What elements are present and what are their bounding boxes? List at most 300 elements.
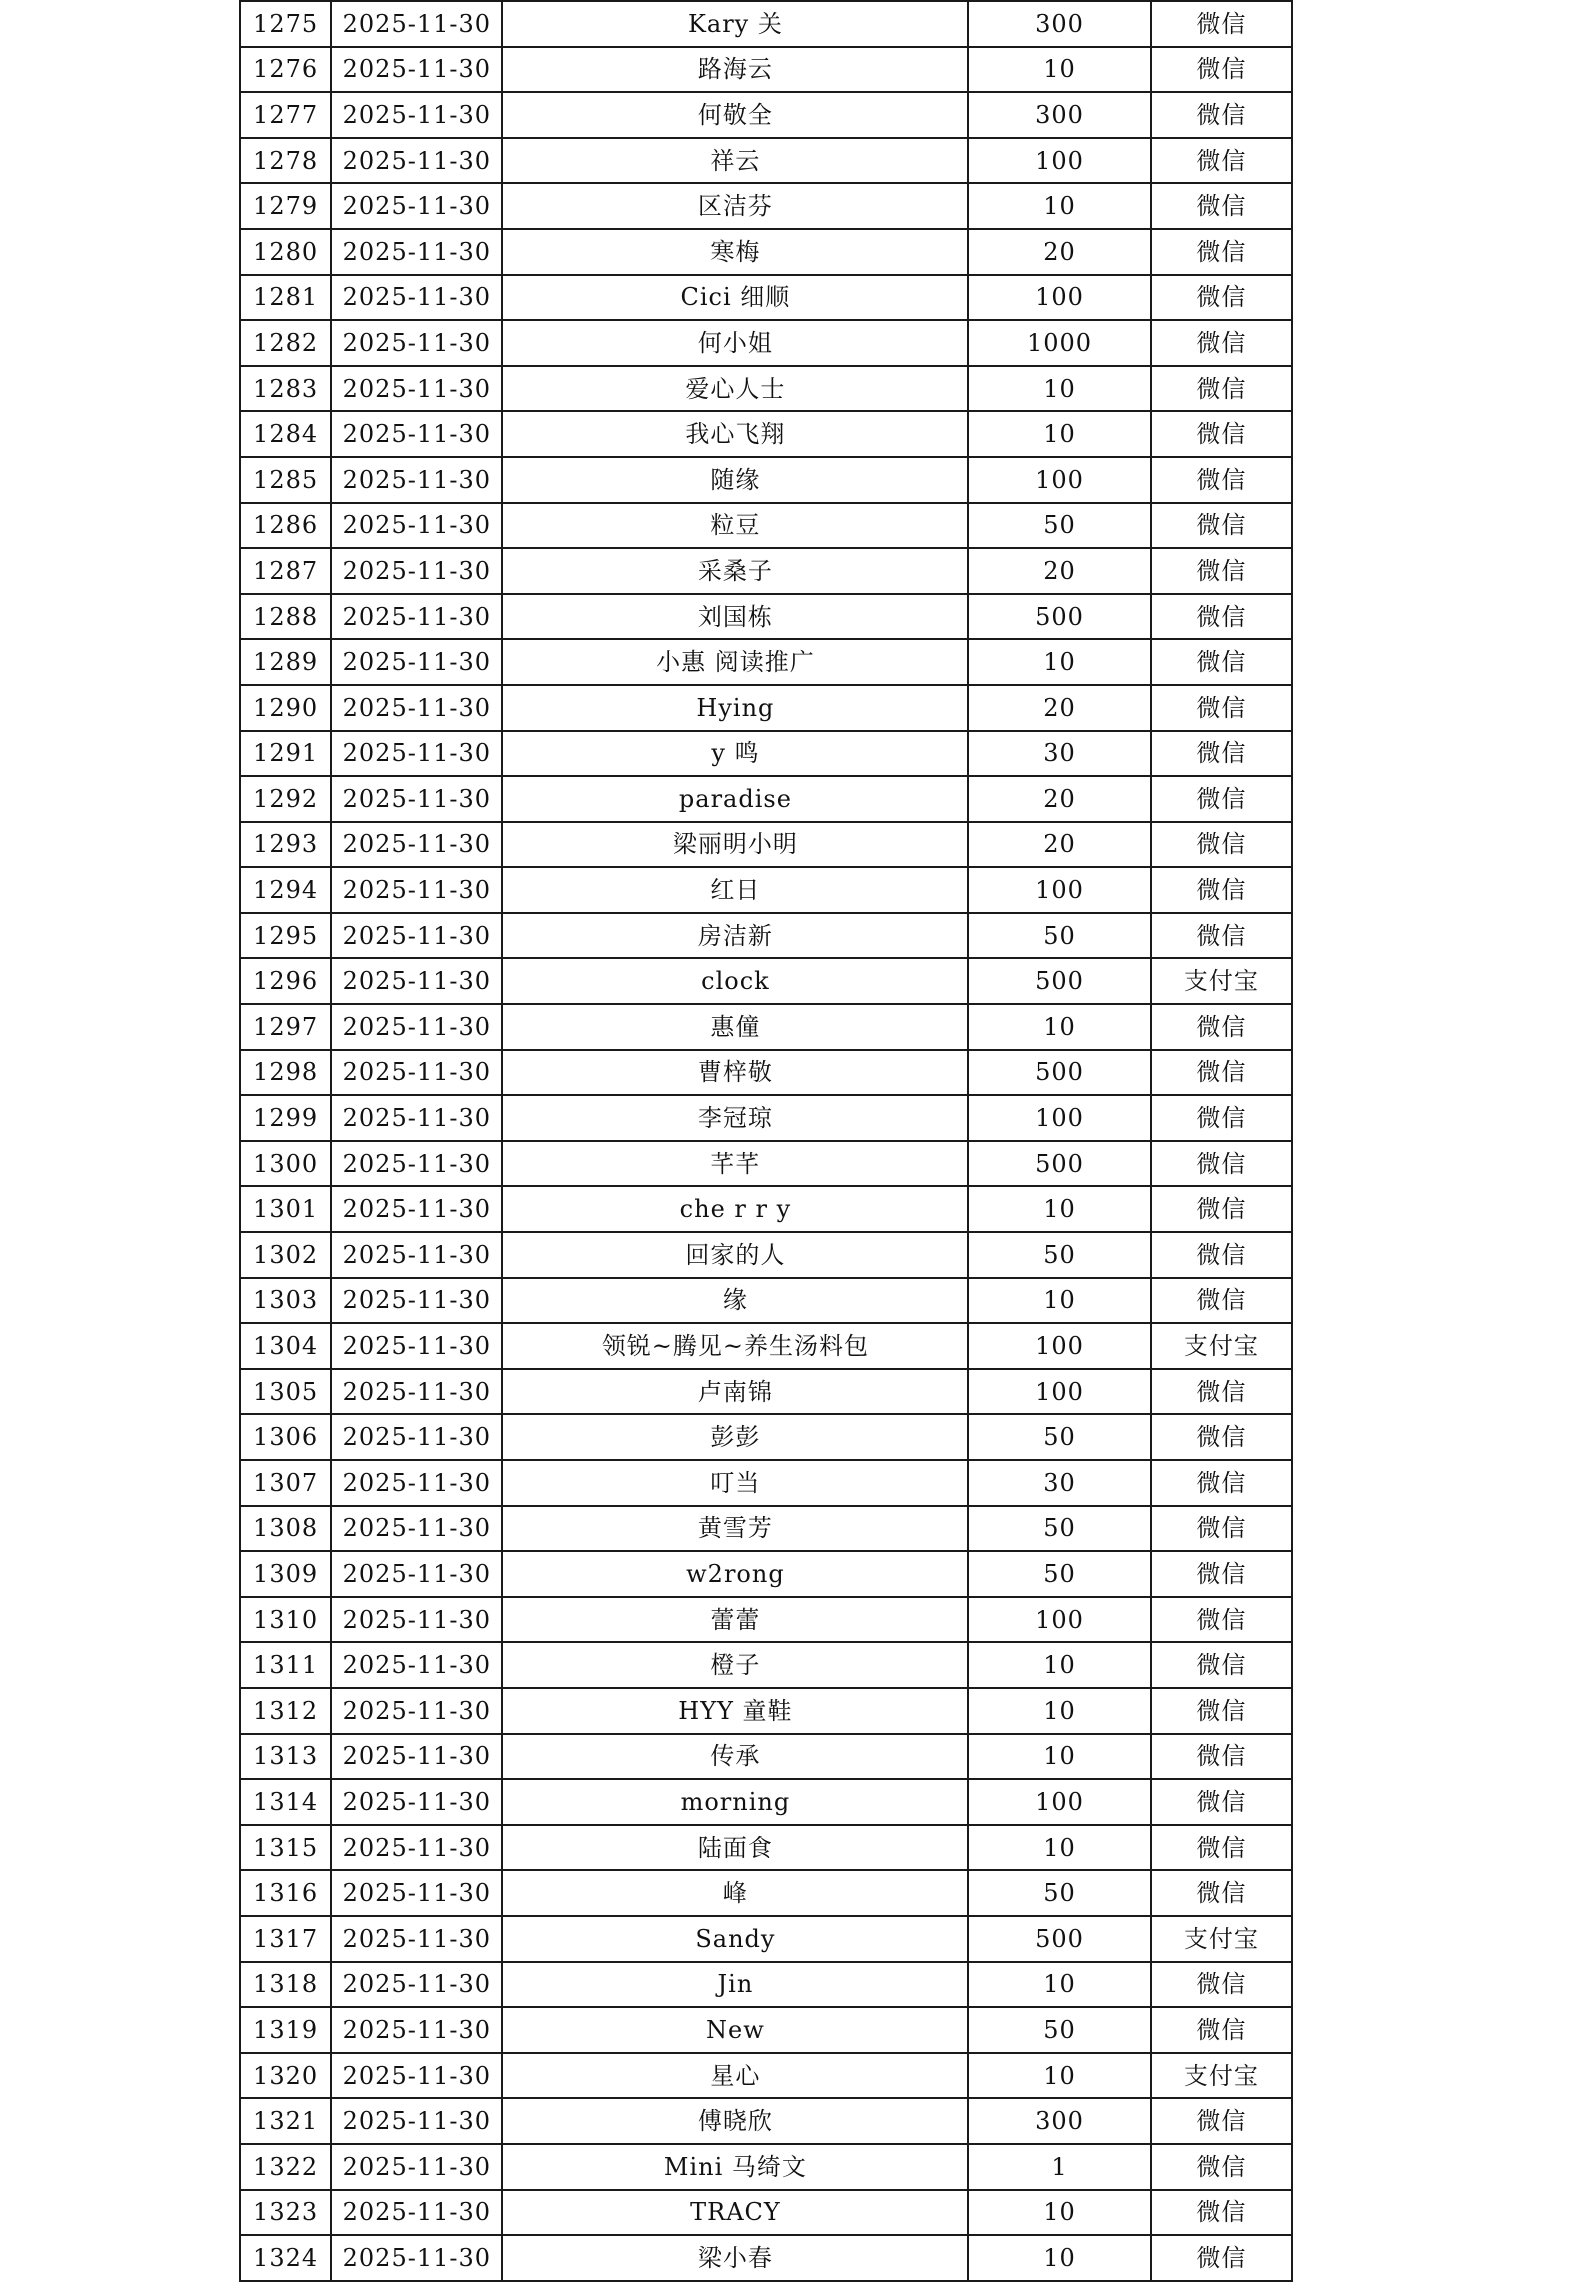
amount-cell: 10 [968,1186,1150,1232]
date-cell: 2025-11-30 [331,639,502,685]
payment-method-cell: 微信 [1151,1,1292,47]
donor-name-cell: 采桑子 [502,548,968,594]
donor-name-cell: Mini 马绮文 [502,2144,968,2190]
row-number-cell: 1291 [240,731,331,777]
donor-name-cell: 惠僮 [502,1004,968,1050]
table-row [240,1141,1292,1187]
row-number-cell: 1314 [240,1779,331,1825]
date-cell: 2025-11-30 [331,1551,502,1597]
donor-name-cell: 刘国栋 [502,594,968,640]
payment-method-cell: 微信 [1151,1506,1292,1552]
payment-method-cell: 微信 [1151,548,1292,594]
amount-cell: 10 [968,183,1150,229]
date-cell: 2025-11-30 [331,867,502,913]
donor-name-cell: 我心飞翔 [502,411,968,457]
donor-name-cell: 星心 [502,2053,968,2099]
date-cell: 2025-11-30 [331,457,502,503]
donor-name-cell: New [502,2007,968,2053]
table-row [240,2007,1292,2053]
date-cell: 2025-11-30 [331,1,502,47]
date-cell: 2025-11-30 [331,320,502,366]
row-number-cell: 1301 [240,1186,331,1232]
table-row [240,1916,1292,1962]
payment-method-cell: 微信 [1151,1779,1292,1825]
table-row [240,1460,1292,1506]
donor-name-cell: 黄雪芳 [502,1506,968,1552]
table-row [240,2190,1292,2236]
date-cell: 2025-11-30 [331,138,502,184]
table-row [240,1232,1292,1278]
payment-method-cell: 微信 [1151,1414,1292,1460]
row-number-cell: 1277 [240,92,331,138]
amount-cell: 10 [968,1642,1150,1688]
donor-name-cell: 寒梅 [502,229,968,275]
row-number-cell: 1288 [240,594,331,640]
row-number-cell: 1285 [240,457,331,503]
donor-name-cell: HYY 童鞋 [502,1688,968,1734]
date-cell: 2025-11-30 [331,2053,502,2099]
date-cell: 2025-11-30 [331,731,502,777]
payment-method-cell: 支付宝 [1151,958,1292,1004]
payment-method-cell: 微信 [1151,2007,1292,2053]
row-number-cell: 1309 [240,1551,331,1597]
date-cell: 2025-11-30 [331,503,502,549]
date-cell: 2025-11-30 [331,2098,502,2144]
payment-method-cell: 微信 [1151,1460,1292,1506]
row-number-cell: 1316 [240,1870,331,1916]
row-number-cell: 1304 [240,1323,331,1369]
donor-name-cell: 传承 [502,1734,968,1780]
amount-cell: 100 [968,138,1150,184]
donor-name-cell: morning [502,1779,968,1825]
row-number-cell: 1280 [240,229,331,275]
date-cell: 2025-11-30 [331,1779,502,1825]
donor-name-cell: 祥云 [502,138,968,184]
payment-method-cell: 微信 [1151,1095,1292,1141]
date-cell: 2025-11-30 [331,2007,502,2053]
amount-cell: 100 [968,457,1150,503]
payment-method-cell: 微信 [1151,229,1292,275]
donor-name-cell: Jin [502,1962,968,2008]
row-number-cell: 1313 [240,1734,331,1780]
payment-method-cell: 微信 [1151,867,1292,913]
row-number-cell: 1297 [240,1004,331,1050]
row-number-cell: 1279 [240,183,331,229]
payment-method-cell: 微信 [1151,1004,1292,1050]
payment-method-cell: 微信 [1151,1597,1292,1643]
date-cell: 2025-11-30 [331,1323,502,1369]
table-row [240,2235,1292,2281]
table-row [240,1050,1292,1096]
payment-method-cell: 微信 [1151,913,1292,959]
row-number-cell: 1315 [240,1825,331,1871]
donor-name-cell: 区洁芬 [502,183,968,229]
row-number-cell: 1318 [240,1962,331,2008]
amount-cell: 100 [968,867,1150,913]
row-number-cell: 1284 [240,411,331,457]
payment-method-cell: 微信 [1151,47,1292,93]
date-cell: 2025-11-30 [331,1597,502,1643]
payment-method-cell: 微信 [1151,822,1292,868]
row-number-cell: 1276 [240,47,331,93]
amount-cell: 100 [968,1323,1150,1369]
row-number-cell: 1289 [240,639,331,685]
row-number-cell: 1322 [240,2144,331,2190]
row-number-cell: 1324 [240,2235,331,2281]
table-row [240,138,1292,184]
table-row [240,320,1292,366]
donor-name-cell: 梁小春 [502,2235,968,2281]
amount-cell: 100 [968,275,1150,321]
table-row [240,1414,1292,1460]
donor-name-cell: 回家的人 [502,1232,968,1278]
payment-method-cell: 微信 [1151,457,1292,503]
amount-cell: 500 [968,1050,1150,1096]
donor-name-cell: 叮当 [502,1460,968,1506]
payment-method-cell: 微信 [1151,1870,1292,1916]
amount-cell: 20 [968,776,1150,822]
amount-cell: 50 [968,2007,1150,2053]
donor-name-cell: 峰 [502,1870,968,1916]
date-cell: 2025-11-30 [331,411,502,457]
row-number-cell: 1286 [240,503,331,549]
amount-cell: 100 [968,1095,1150,1141]
date-cell: 2025-11-30 [331,2144,502,2190]
date-cell: 2025-11-30 [331,685,502,731]
table-row [240,731,1292,777]
table-row [240,2098,1292,2144]
row-number-cell: 1290 [240,685,331,731]
amount-cell: 10 [968,1688,1150,1734]
amount-cell: 50 [968,1870,1150,1916]
table-row [240,457,1292,503]
table-row [240,1688,1292,1734]
date-cell: 2025-11-30 [331,1141,502,1187]
row-number-cell: 1319 [240,2007,331,2053]
donor-name-cell: 曹梓敬 [502,1050,968,1096]
table-row [240,1734,1292,1780]
row-number-cell: 1321 [240,2098,331,2144]
table-row [240,366,1292,412]
amount-cell: 10 [968,639,1150,685]
row-number-cell: 1312 [240,1688,331,1734]
date-cell: 2025-11-30 [331,1734,502,1780]
amount-cell: 300 [968,1,1150,47]
table-row [240,867,1292,913]
row-number-cell: 1317 [240,1916,331,1962]
date-cell: 2025-11-30 [331,1004,502,1050]
amount-cell: 10 [968,1004,1150,1050]
row-number-cell: 1296 [240,958,331,1004]
table-row [240,1004,1292,1050]
row-number-cell: 1282 [240,320,331,366]
donor-name-cell: 梁丽明小明 [502,822,968,868]
date-cell: 2025-11-30 [331,822,502,868]
row-number-cell: 1295 [240,913,331,959]
payment-method-cell: 微信 [1151,2144,1292,2190]
amount-cell: 500 [968,594,1150,640]
payment-method-cell: 微信 [1151,1642,1292,1688]
date-cell: 2025-11-30 [331,1825,502,1871]
payment-method-cell: 微信 [1151,2098,1292,2144]
donor-name-cell: 小惠 阅读推广 [502,639,968,685]
date-cell: 2025-11-30 [331,2235,502,2281]
amount-cell: 30 [968,731,1150,777]
row-number-cell: 1311 [240,1642,331,1688]
donor-name-cell: 房洁新 [502,913,968,959]
date-cell: 2025-11-30 [331,1050,502,1096]
table-row [240,1278,1292,1324]
table-row [240,1870,1292,1916]
table-row [240,1095,1292,1141]
donor-name-cell: 领锐~腾见~养生汤料包 [502,1323,968,1369]
table-row [240,1779,1292,1825]
amount-cell: 500 [968,958,1150,1004]
table-row [240,776,1292,822]
payment-method-cell: 微信 [1151,366,1292,412]
table-row [240,1,1292,47]
donor-name-cell: 路海云 [502,47,968,93]
row-number-cell: 1308 [240,1506,331,1552]
date-cell: 2025-11-30 [331,548,502,594]
donor-name-cell: w2rong [502,1551,968,1597]
donor-name-cell: 随缘 [502,457,968,503]
table-row [240,503,1292,549]
payment-method-cell: 支付宝 [1151,1323,1292,1369]
table-row [240,1369,1292,1415]
payment-method-cell: 微信 [1151,776,1292,822]
date-cell: 2025-11-30 [331,1642,502,1688]
amount-cell: 10 [968,47,1150,93]
amount-cell: 50 [968,503,1150,549]
table-row [240,1506,1292,1552]
donor-name-cell: paradise [502,776,968,822]
donor-name-cell: 红日 [502,867,968,913]
table-row [240,548,1292,594]
payment-method-cell: 微信 [1151,503,1292,549]
amount-cell: 300 [968,92,1150,138]
payment-method-cell: 微信 [1151,1050,1292,1096]
payment-method-cell: 微信 [1151,2235,1292,2281]
table-row [240,1597,1292,1643]
donor-name-cell: 彭彭 [502,1414,968,1460]
donor-name-cell: 橙子 [502,1642,968,1688]
row-number-cell: 1323 [240,2190,331,2236]
table-row [240,92,1292,138]
payment-method-cell: 微信 [1151,1186,1292,1232]
row-number-cell: 1283 [240,366,331,412]
table-row [240,1551,1292,1597]
amount-cell: 30 [968,1460,1150,1506]
date-cell: 2025-11-30 [331,1460,502,1506]
donor-name-cell: 芊芊 [502,1141,968,1187]
table-row [240,229,1292,275]
amount-cell: 10 [968,1962,1150,2008]
payment-method-cell: 微信 [1151,320,1292,366]
payment-method-cell: 微信 [1151,639,1292,685]
row-number-cell: 1299 [240,1095,331,1141]
donor-name-cell: clock [502,958,968,1004]
amount-cell: 500 [968,1916,1150,1962]
amount-cell: 20 [968,229,1150,275]
amount-cell: 10 [968,2235,1150,2281]
table-row [240,1825,1292,1871]
table-row [240,1642,1292,1688]
table-row [240,183,1292,229]
date-cell: 2025-11-30 [331,275,502,321]
date-cell: 2025-11-30 [331,2190,502,2236]
donor-name-cell: y 鸣 [502,731,968,777]
date-cell: 2025-11-30 [331,1186,502,1232]
date-cell: 2025-11-30 [331,1688,502,1734]
payment-method-cell: 微信 [1151,1962,1292,2008]
donation-rows [240,1,1292,2281]
payment-method-cell: 微信 [1151,1551,1292,1597]
amount-cell: 10 [968,2190,1150,2236]
donor-name-cell: Kary 关 [502,1,968,47]
date-cell: 2025-11-30 [331,776,502,822]
amount-cell: 1 [968,2144,1150,2190]
amount-cell: 10 [968,1825,1150,1871]
table-row [240,47,1292,93]
amount-cell: 50 [968,1506,1150,1552]
row-number-cell: 1298 [240,1050,331,1096]
donor-name-cell: 李冠琼 [502,1095,968,1141]
donor-name-cell: 蕾蕾 [502,1597,968,1643]
date-cell: 2025-11-30 [331,183,502,229]
row-number-cell: 1281 [240,275,331,321]
row-number-cell: 1275 [240,1,331,47]
payment-method-cell: 微信 [1151,1232,1292,1278]
donor-name-cell: Hying [502,685,968,731]
amount-cell: 10 [968,411,1150,457]
donor-name-cell: 何小姐 [502,320,968,366]
date-cell: 2025-11-30 [331,1506,502,1552]
payment-method-cell: 微信 [1151,1141,1292,1187]
date-cell: 2025-11-30 [331,1278,502,1324]
date-cell: 2025-11-30 [331,1369,502,1415]
amount-cell: 500 [968,1141,1150,1187]
donor-name-cell: 缘 [502,1278,968,1324]
row-number-cell: 1305 [240,1369,331,1415]
payment-method-cell: 支付宝 [1151,2053,1292,2099]
table-row [240,1186,1292,1232]
date-cell: 2025-11-30 [331,958,502,1004]
amount-cell: 10 [968,1278,1150,1324]
amount-cell: 50 [968,1232,1150,1278]
amount-cell: 100 [968,1369,1150,1415]
donor-name-cell: 粒豆 [502,503,968,549]
row-number-cell: 1278 [240,138,331,184]
date-cell: 2025-11-30 [331,1414,502,1460]
amount-cell: 50 [968,1414,1150,1460]
payment-method-cell: 微信 [1151,92,1292,138]
amount-cell: 10 [968,366,1150,412]
donor-name-cell: TRACY [502,2190,968,2236]
amount-cell: 20 [968,548,1150,594]
amount-cell: 50 [968,1551,1150,1597]
table-row [240,275,1292,321]
row-number-cell: 1294 [240,867,331,913]
table-row [240,1962,1292,2008]
payment-method-cell: 微信 [1151,1369,1292,1415]
payment-method-cell: 微信 [1151,731,1292,777]
donor-name-cell: 陆面食 [502,1825,968,1871]
date-cell: 2025-11-30 [331,47,502,93]
date-cell: 2025-11-30 [331,1916,502,1962]
table-row [240,639,1292,685]
payment-method-cell: 微信 [1151,1278,1292,1324]
row-number-cell: 1300 [240,1141,331,1187]
table-row [240,2053,1292,2099]
amount-cell: 50 [968,913,1150,959]
table-row [240,913,1292,959]
amount-cell: 10 [968,2053,1150,2099]
payment-method-cell: 微信 [1151,685,1292,731]
date-cell: 2025-11-30 [331,1095,502,1141]
payment-method-cell: 支付宝 [1151,1916,1292,1962]
payment-method-cell: 微信 [1151,594,1292,640]
table-row [240,685,1292,731]
date-cell: 2025-11-30 [331,1232,502,1278]
donor-name-cell: 卢南锦 [502,1369,968,1415]
payment-method-cell: 微信 [1151,411,1292,457]
row-number-cell: 1287 [240,548,331,594]
row-number-cell: 1293 [240,822,331,868]
payment-method-cell: 微信 [1151,1825,1292,1871]
donor-name-cell: che r r y [502,1186,968,1232]
table-row [240,411,1292,457]
donor-name-cell: Sandy [502,1916,968,1962]
amount-cell: 20 [968,822,1150,868]
date-cell: 2025-11-30 [331,913,502,959]
amount-cell: 100 [968,1779,1150,1825]
payment-method-cell: 微信 [1151,275,1292,321]
donation-table [239,0,1293,2282]
donor-name-cell: Cici 细顺 [502,275,968,321]
donor-name-cell: 爱心人士 [502,366,968,412]
table-row [240,822,1292,868]
amount-cell: 100 [968,1597,1150,1643]
table-row [240,1323,1292,1369]
date-cell: 2025-11-30 [331,229,502,275]
amount-cell: 1000 [968,320,1150,366]
amount-cell: 10 [968,1734,1150,1780]
amount-cell: 300 [968,2098,1150,2144]
date-cell: 2025-11-30 [331,92,502,138]
row-number-cell: 1303 [240,1278,331,1324]
payment-method-cell: 微信 [1151,1734,1292,1780]
date-cell: 2025-11-30 [331,594,502,640]
payment-method-cell: 微信 [1151,183,1292,229]
date-cell: 2025-11-30 [331,1962,502,2008]
row-number-cell: 1292 [240,776,331,822]
payment-method-cell: 微信 [1151,2190,1292,2236]
table-row [240,594,1292,640]
table-row [240,958,1292,1004]
donor-name-cell: 傅晓欣 [502,2098,968,2144]
row-number-cell: 1310 [240,1597,331,1643]
row-number-cell: 1320 [240,2053,331,2099]
row-number-cell: 1307 [240,1460,331,1506]
amount-cell: 20 [968,685,1150,731]
payment-method-cell: 微信 [1151,138,1292,184]
payment-method-cell: 微信 [1151,1688,1292,1734]
row-number-cell: 1306 [240,1414,331,1460]
table-row [240,2144,1292,2190]
date-cell: 2025-11-30 [331,366,502,412]
donor-name-cell: 何敬全 [502,92,968,138]
